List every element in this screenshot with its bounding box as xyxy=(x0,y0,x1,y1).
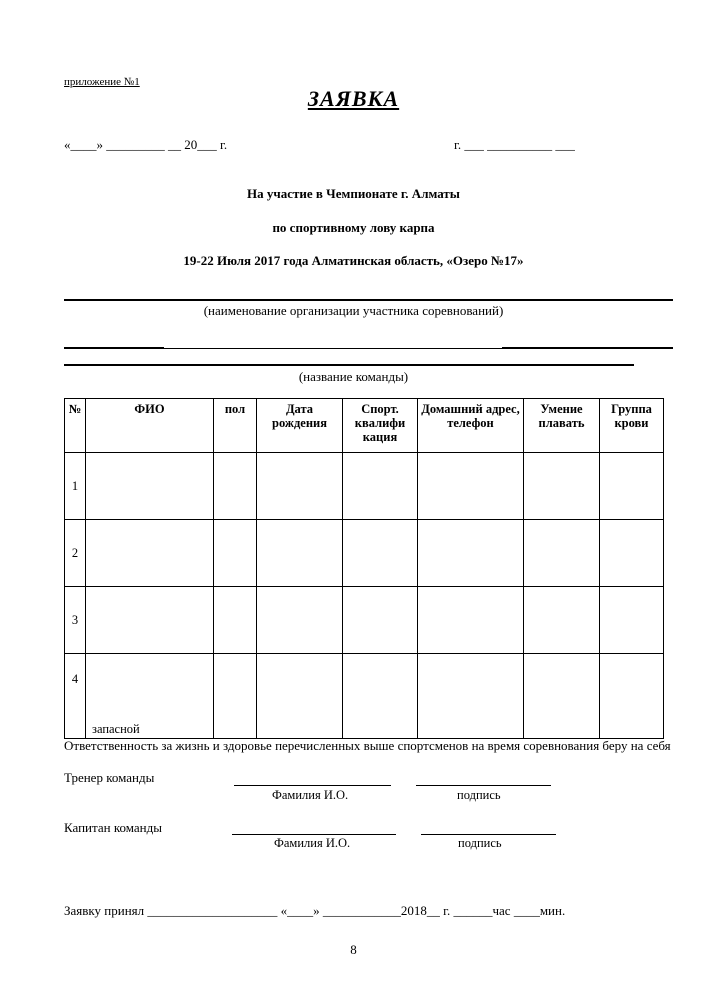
column-header-blood-group: Группа крови xyxy=(600,399,664,453)
reserve-note: запасной xyxy=(92,722,140,736)
coach-signature-line[interactable] xyxy=(416,785,551,786)
sex-cell[interactable] xyxy=(214,520,257,587)
coach-signature-caption: подпись xyxy=(457,788,501,802)
swimming-cell[interactable] xyxy=(524,654,600,739)
row-number: 2 xyxy=(65,520,86,587)
page-title: ЗАЯВКА xyxy=(307,86,400,111)
organization-caption: (наименование организации участника соревнований) xyxy=(203,303,504,318)
column-header-name: ФИО xyxy=(86,399,214,453)
captain-signature-caption: подпись xyxy=(458,836,502,850)
captain-label: Капитан команды xyxy=(64,820,162,835)
column-header-qualification: Спорт. квалифи кация xyxy=(343,399,418,453)
table-row xyxy=(65,587,664,654)
column-header-swimming: Умение плавать xyxy=(524,399,600,453)
table-row xyxy=(65,654,664,739)
address-cell[interactable] xyxy=(418,453,524,520)
table-header-row xyxy=(65,399,664,453)
swimming-cell[interactable] xyxy=(524,587,600,654)
qualification-cell[interactable] xyxy=(343,654,418,739)
heading-line-2: по спортивному лову карпа xyxy=(272,220,435,235)
responsibility-text: Ответственность за жизнь и здоровье перечисленных выше спортсменов на время соревнования беру на себя xyxy=(64,738,671,753)
participants-table xyxy=(64,398,664,739)
date-line: «____» _________ __ 20___ г. xyxy=(64,137,228,152)
column-header-sex: пол xyxy=(214,399,257,453)
row-number: 1 xyxy=(65,453,86,520)
team-line-right[interactable] xyxy=(502,347,673,349)
name-cell[interactable] xyxy=(86,520,214,587)
blood-group-cell[interactable] xyxy=(600,520,664,587)
qualification-cell[interactable] xyxy=(343,520,418,587)
name-cell[interactable] xyxy=(86,453,214,520)
heading-line-1: На участие в Чемпионате г. Алматы xyxy=(247,186,460,201)
team-name-line[interactable] xyxy=(64,364,634,366)
swimming-cell[interactable] xyxy=(524,453,600,520)
qualification-cell[interactable] xyxy=(343,587,418,654)
table-row xyxy=(65,453,664,520)
organization-line[interactable] xyxy=(64,299,673,301)
sex-cell[interactable] xyxy=(214,453,257,520)
team-line-left[interactable] xyxy=(64,347,164,349)
captain-name-line[interactable] xyxy=(232,834,396,835)
blood-group-cell[interactable] xyxy=(600,654,664,739)
qualification-cell[interactable] xyxy=(343,453,418,520)
birth-date-cell[interactable] xyxy=(257,453,343,520)
address-cell[interactable] xyxy=(418,654,524,739)
table-row xyxy=(65,520,664,587)
row-number: 4 xyxy=(65,654,86,739)
row-number: 3 xyxy=(65,587,86,654)
captain-name-caption: Фамилия И.О. xyxy=(274,836,351,850)
column-header-address: Домашний адрес, телефон xyxy=(418,399,524,453)
accepted-by-line: Заявку принял ____________________ «____» ____________2018__ г. ______час ____мин. xyxy=(64,903,566,918)
city-line: г. ___ __________ ___ xyxy=(454,137,575,152)
sex-cell[interactable] xyxy=(214,587,257,654)
captain-signature-line[interactable] xyxy=(421,834,556,835)
birth-date-cell[interactable] xyxy=(257,654,343,739)
coach-name-caption: Фамилия И.О. xyxy=(272,788,349,802)
swimming-cell[interactable] xyxy=(524,520,600,587)
birth-date-cell[interactable] xyxy=(257,520,343,587)
column-header-birth-date: Дата рождения xyxy=(257,399,343,453)
coach-label: Тренер команды xyxy=(64,770,155,785)
sex-cell[interactable] xyxy=(214,654,257,739)
team-line-middle[interactable] xyxy=(164,348,502,349)
address-cell[interactable] xyxy=(418,587,524,654)
coach-name-line[interactable] xyxy=(234,785,391,786)
birth-date-cell[interactable] xyxy=(257,587,343,654)
column-header-number: № xyxy=(65,399,86,453)
name-cell[interactable] xyxy=(86,654,214,739)
appendix-label: приложение №1 xyxy=(64,76,140,88)
address-cell[interactable] xyxy=(418,520,524,587)
name-cell[interactable] xyxy=(86,587,214,654)
team-caption: (название команды) xyxy=(298,369,409,384)
blood-group-cell[interactable] xyxy=(600,587,664,654)
blood-group-cell[interactable] xyxy=(600,453,664,520)
heading-line-3: 19-22 Июля 2017 года Алматинская область, «Озеро №17» xyxy=(183,253,524,268)
page-number: 8 xyxy=(350,942,357,957)
